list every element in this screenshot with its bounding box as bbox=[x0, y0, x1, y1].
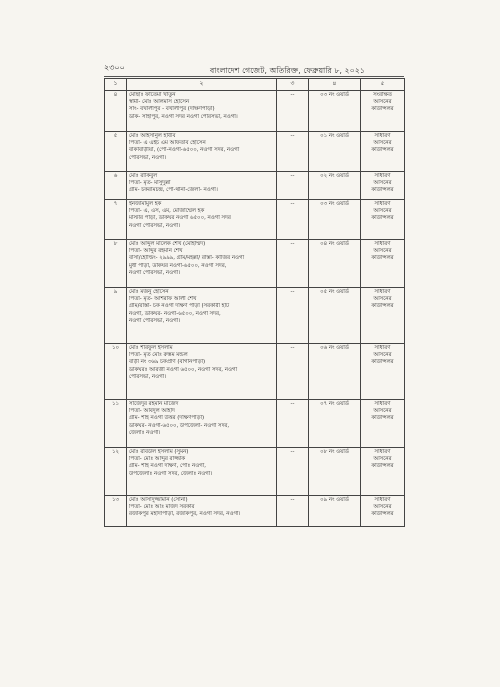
detail-line: পিতা- আব্দুর রহমান শেখ bbox=[129, 248, 183, 255]
detail-line: উপজেলাঃ নওগাঁ সদর, জেলাঃ নওগাঁ। bbox=[129, 470, 213, 477]
column-header: ৪ bbox=[309, 79, 361, 91]
details-cell bbox=[127, 132, 277, 172]
seat-cell bbox=[361, 288, 405, 344]
details-cell bbox=[127, 448, 277, 496]
seat-line: আসনের bbox=[373, 208, 392, 215]
detail-line: নওগাঁ পৌরসভা, নওগাঁ। bbox=[129, 269, 181, 276]
detail-line: পিতা- মৃত- মাসুদুল্লা bbox=[129, 180, 171, 187]
serial-cell: ১১ bbox=[105, 400, 127, 448]
seat-line: আসনের bbox=[373, 296, 392, 303]
seat-cell bbox=[361, 200, 405, 240]
column-header: ১ bbox=[105, 79, 127, 91]
detail-line: গ্রাম/রাস্তা- চক নওগাঁ দক্ষিণ পাড়া (সরকারী হাট bbox=[129, 303, 230, 310]
detail-line: পৌরসভা, নওগাঁ। bbox=[129, 154, 167, 161]
seat-line: সাধারণ bbox=[374, 133, 391, 139]
seat-line: কাউন্সিলর bbox=[371, 147, 394, 154]
detail-line: পিতা- মোঃ আব্দুর রাজ্জাক bbox=[129, 456, 186, 463]
seat-line: সাধারণ bbox=[374, 201, 391, 207]
seat-cell bbox=[361, 344, 405, 400]
candidate-name: ইনজামামুল হক bbox=[129, 201, 162, 207]
detail-line: বাড়ী নং ৩৬৯ চকপ্রাণ (বাগানপাড়া) bbox=[129, 359, 206, 366]
col3-cell: -- bbox=[277, 200, 309, 240]
seat-line: সাধারণ bbox=[374, 449, 391, 455]
detail-line: মাস্টার পাড়া, ডাকঘর নওগাঁ ৬৫০০, নওগাঁ সদর bbox=[129, 215, 231, 222]
detail-line: রজাকপুর মহাদাপাড়া, রজাকপুর, নওগাঁ সদর, নওগাঁ। bbox=[129, 511, 241, 518]
table-row bbox=[105, 172, 405, 200]
detail-line: জেলাঃ নওগাঁ। bbox=[129, 429, 161, 436]
candidate-name: মোঃ আহসানুল হাবীব bbox=[129, 133, 176, 139]
details-cell bbox=[127, 91, 277, 132]
details-cell bbox=[127, 240, 277, 288]
detail-line: নওগাঁ, ডাকঘর- নওগাঁ-৬৫০০, নওগাঁ সদর, bbox=[129, 310, 221, 317]
detail-line: বাসা/হোল্ডিং- ২৯৯৯, গ্রাম/মহল্লা/ রাস্তা- কাজির নওগাঁ bbox=[129, 255, 245, 262]
detail-line: গ্রাম- শাহ নওগাঁ উত্তর (দক্ষিণপাড়া) bbox=[129, 415, 205, 422]
seat-cell bbox=[361, 132, 405, 172]
candidate-name: মোঃ শরিফুল ইসলাম bbox=[129, 345, 173, 351]
seat-cell bbox=[361, 496, 405, 527]
ward-cell: ০১ নং ওয়ার্ড bbox=[309, 132, 361, 172]
serial-cell: ৫ bbox=[105, 132, 127, 172]
detail-line: পিতা- মৃত- আশরাফ আলী শেখ bbox=[129, 296, 197, 303]
seat-cell bbox=[361, 240, 405, 288]
seat-line: কাউন্সিলর bbox=[371, 511, 394, 518]
seat-line: আসনের bbox=[373, 456, 392, 463]
seat-line: কাউন্সিলর bbox=[371, 215, 394, 222]
detail-line: ডাক- সাহাপুর, নওগাঁ সদর নওগাঁ পৌরসভা, নওগাঁ। bbox=[129, 113, 238, 120]
detail-line: নওগাঁ পৌরসভা, নওগাঁ। bbox=[129, 222, 181, 229]
table-row bbox=[105, 200, 405, 240]
seat-cell bbox=[361, 172, 405, 200]
table-row bbox=[105, 496, 405, 527]
column-header: ৫ bbox=[361, 79, 405, 91]
candidate-name: মোঃ আসাদুজ্জামান (সোনা) bbox=[129, 497, 188, 503]
details-cell bbox=[127, 172, 277, 200]
table-row bbox=[105, 132, 405, 172]
seat-line: আসনের bbox=[373, 180, 392, 187]
ward-cell: ০৩ নং ওয়ার্ড bbox=[309, 91, 361, 132]
serial-cell: ১২ bbox=[105, 448, 127, 496]
col3-cell: -- bbox=[277, 344, 309, 400]
ward-cell: ০৩ নং ওয়ার্ড bbox=[309, 200, 361, 240]
candidate-name: মোছাঃ ফাতেমা খাতুন bbox=[129, 92, 176, 98]
candidate-table bbox=[104, 78, 405, 527]
seat-line: আসনের bbox=[373, 248, 392, 255]
detail-line: স্বামী- মোঃ আলমাস হোসেন bbox=[129, 99, 190, 106]
ward-cell: ০৮ নং ওয়ার্ড bbox=[309, 448, 361, 496]
candidate-name: মোঃ আব্দুল মালেক শেখ (মোহাম্মদ) bbox=[129, 241, 206, 247]
detail-line: পৌরসভা, নওগাঁ। bbox=[129, 373, 167, 380]
serial-cell: ১৩ bbox=[105, 496, 127, 527]
ward-cell: ০৭ নং ওয়ার্ড bbox=[309, 400, 361, 448]
detail-line: পিতা- এ, এস, এম, মোজাম্মেল হক bbox=[129, 208, 205, 215]
seat-line: আসনের bbox=[373, 504, 392, 511]
col3-cell: -- bbox=[277, 288, 309, 344]
serial-cell: ১০ bbox=[105, 344, 127, 400]
col3-cell: -- bbox=[277, 132, 309, 172]
col3-cell: -- bbox=[277, 91, 309, 132]
table-header-row bbox=[105, 79, 405, 91]
seat-line: কাউন্সিলর bbox=[371, 359, 394, 366]
seat-line: সাধারণ bbox=[374, 345, 391, 351]
seat-line: সাধারণ bbox=[374, 241, 391, 247]
detail-line: পিতা- মোঃ আঃ মজিদ সরকার bbox=[129, 504, 195, 511]
details-cell bbox=[127, 400, 277, 448]
candidate-name: মোঃ মজনু হোসেন bbox=[129, 289, 169, 295]
seat-cell bbox=[361, 400, 405, 448]
seat-line: কাউন্সিলর bbox=[371, 415, 394, 422]
seat-cell bbox=[361, 448, 405, 496]
table-row bbox=[105, 344, 405, 400]
col3-cell: -- bbox=[277, 172, 309, 200]
serial-cell: ৯ bbox=[105, 288, 127, 344]
ward-cell: ০৫ নং ওয়ার্ড bbox=[309, 288, 361, 344]
seat-line: কাউন্সিলর bbox=[371, 463, 394, 470]
detail-line: নওগাঁ পৌরসভা, নওগাঁ। bbox=[129, 317, 181, 324]
details-cell bbox=[127, 496, 277, 527]
table-row bbox=[105, 400, 405, 448]
seat-line: কাউন্সিলর bbox=[371, 106, 394, 113]
serial-cell: ৮ bbox=[105, 240, 127, 288]
seat-line: সাধারণ bbox=[374, 289, 391, 295]
details-cell bbox=[127, 344, 277, 400]
seat-line: কাউন্সিলর bbox=[371, 303, 394, 310]
detail-line: পিতা- আবদুল আহাদ bbox=[129, 408, 175, 415]
detail-line: সাং- বখালীপুর - বখালীপুর (দক্ষিণপাড়া) bbox=[129, 106, 215, 113]
detail-line: গ্রাম- শাহ নওগাঁ দক্ষিণ, পোঃ নওগাঁ, bbox=[129, 463, 206, 470]
gazette-header: বাংলাদেশ গেজেট, অতিরিক্ত, ফেব্রুয়ারি ৮, ২০২১ bbox=[210, 66, 365, 75]
table-row bbox=[105, 240, 405, 288]
table-row bbox=[105, 288, 405, 344]
seat-line: সাধারণ bbox=[374, 497, 391, 503]
column-header: ২ bbox=[127, 79, 277, 91]
seat-cell bbox=[361, 91, 405, 132]
seat-line: কাউন্সিলর bbox=[371, 187, 394, 194]
detail-line: বাকাবাড়ীয়া, (পো-নওগাঁ-৬৫০০, নওগাঁ সদর, নওগাঁ bbox=[129, 147, 240, 154]
detail-line: পিতা- মৃত মোঃ রুস্তম মন্ডল bbox=[129, 352, 188, 359]
detail-line: গ্রাম- চকরামচন্দ্র, পো-থানা-জেলা- নওগাঁ। bbox=[129, 187, 218, 194]
details-cell bbox=[127, 200, 277, 240]
seat-line: আসনের bbox=[373, 352, 392, 359]
detail-line: ডাকঘর- নওগাঁ-৬৫০০, উপজেলা- নওগাঁ সদর, bbox=[129, 422, 230, 429]
seat-line: সংরক্ষিত bbox=[373, 92, 392, 98]
details-cell bbox=[127, 288, 277, 344]
detail-line: ডাকঘরঃ আরজী নওগাঁ ৬৫০০, নওগাঁ সদর, নওগাঁ bbox=[129, 366, 238, 373]
seat-line: আসনের bbox=[373, 140, 392, 147]
column-header: ৩ bbox=[277, 79, 309, 91]
col3-cell: -- bbox=[277, 448, 309, 496]
candidate-name: মোঃ রাকিবুল bbox=[129, 173, 158, 179]
seat-line: সাধারণ bbox=[374, 401, 391, 407]
candidate-name: মোঃ রবিউল ইসলাম (সুমন) bbox=[129, 449, 189, 455]
ward-cell: ০২ নং ওয়ার্ড bbox=[309, 172, 361, 200]
ward-cell: ০৪ নং ওয়ার্ড bbox=[309, 240, 361, 288]
seat-line: আসনের bbox=[373, 99, 392, 106]
table-row bbox=[105, 448, 405, 496]
col3-cell: -- bbox=[277, 496, 309, 527]
serial-cell: ৭ bbox=[105, 200, 127, 240]
candidate-name: সাজেদুর রহমান মাজেদ bbox=[129, 401, 179, 407]
table-row bbox=[105, 91, 405, 132]
seat-line: কাউন্সিলর bbox=[371, 255, 394, 262]
detail-line: পিতা- এ এইচ এম আফতাব হোসেন bbox=[129, 140, 206, 147]
detail-line: মুধা পাড়া, ডাকঘর নওগাঁ-৬৫০০, নওগাঁ সদর, bbox=[129, 262, 227, 269]
seat-line: সাধারণ bbox=[374, 173, 391, 179]
ward-cell: ০৬ নং ওয়ার্ড bbox=[309, 344, 361, 400]
col3-cell: -- bbox=[277, 400, 309, 448]
header-rule bbox=[104, 76, 404, 77]
seat-line: আসনের bbox=[373, 408, 392, 415]
col3-cell: -- bbox=[277, 240, 309, 288]
page-number: ২৩০০ bbox=[104, 63, 125, 72]
ward-cell: ০৯ নং ওয়ার্ড bbox=[309, 496, 361, 527]
serial-cell: ৬ bbox=[105, 172, 127, 200]
serial-cell: ৪ bbox=[105, 91, 127, 132]
